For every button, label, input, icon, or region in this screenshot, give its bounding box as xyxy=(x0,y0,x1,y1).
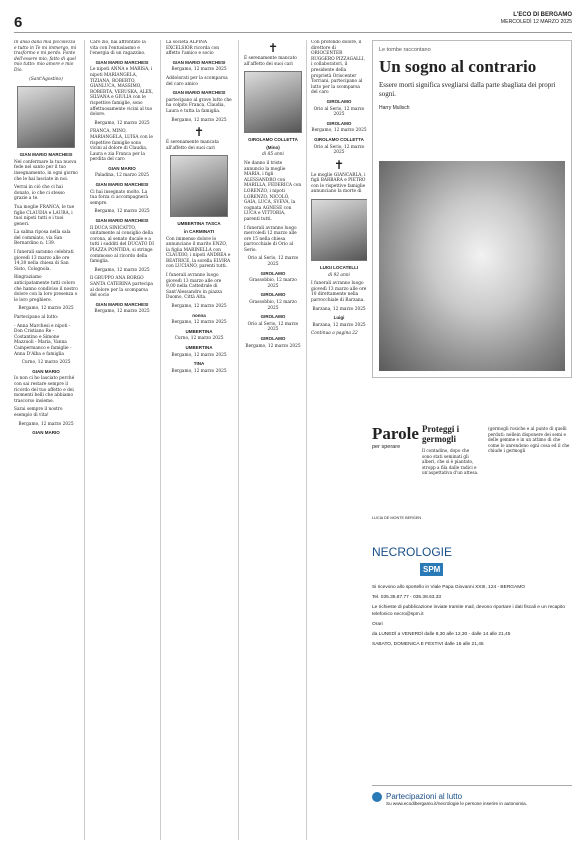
deceased-name: nonna xyxy=(192,312,206,318)
deceased-name: GIROLAMO xyxy=(326,120,352,126)
obituary-date: Paladina, 12 marzo 2025 xyxy=(94,173,150,179)
deceased-name: GIAN MARIO xyxy=(32,368,60,374)
obituary-text: Verrai in ciò che ci hai donato, io che ci stesso grazie a te. xyxy=(14,185,65,202)
obituary-date: Grassobbio, 12 marzo 2025 xyxy=(249,278,297,289)
obituary-date: Curno, 12 marzo 2025 xyxy=(174,336,224,342)
deceased-name: GIAN MARIO MARCHESI xyxy=(172,59,226,65)
obituary-text: La società ALPINA EXCELSIOR ricorda con affetto l'amico e socio xyxy=(166,40,220,57)
deceased-name: GIAN MARIO MARCHESI xyxy=(95,301,149,307)
obituary-date: Grassobbio, 12 marzo 2025 xyxy=(249,300,297,311)
obituary-text: I funerali saranno celebrati giovedì 13 marzo alle ore 14,30 nella chiesa di San Sisto, Colognola. xyxy=(14,250,74,272)
deceased-name: TINA xyxy=(193,361,205,367)
column-divider xyxy=(238,40,239,840)
necrology-phone: Tel. 035.35.87.77 - 035.38.63.33 xyxy=(372,595,442,601)
hours-weekday: da LUNEDÌ a VENERDÌ dalle 8,30 alle 12,30 - dalle 14 alle 21,45 xyxy=(372,632,511,638)
necrology-email: Le richieste di pubblicazione inviate tramite mail, devono riportare i dati fiscali e un recapito telefonico necro@spm.it xyxy=(372,605,566,617)
deceased-name: GIROLAMO xyxy=(260,314,286,320)
death-notice: È serenamente mancato all'affetto dei suoi cari xyxy=(244,56,297,67)
obituary-date: Orio al Serio, 12 marzo 2025 xyxy=(247,321,299,333)
obituary-text: Ne danno il triste annuncio la moglie MARIA, i figli ALESSANDRO con MARILLA, FEDERICA con LORENZO, i nipoti LORENZO, NICOLÒ, GAIA, LUCA, SVEVA, la cognata AGNESE con LUCA e VITTORIA, parenti tutti. xyxy=(244,160,302,222)
issue-date: MERCOLEDÌ 12 MARZO 2025 xyxy=(500,18,572,25)
words-title: Parole xyxy=(372,424,419,443)
cross-icon: ✝ xyxy=(193,125,205,140)
obituary-date: Bergamo, 12 marzo 2025 xyxy=(171,368,227,374)
deceased-name: GIAN MARIO MARCHESI xyxy=(95,182,149,188)
deceased-photo xyxy=(170,155,228,217)
deceased-name: GIROLAMO xyxy=(326,98,352,104)
deceased-name: Luigi xyxy=(333,315,345,321)
deceased-name: GIROLAMO xyxy=(260,336,286,341)
obituary-date: Bergamo, 12 marzo 2025 xyxy=(94,309,150,315)
obituary-date: Bergamo, 12 marzo 2025 xyxy=(245,343,301,349)
deceased-name: GIROLAMO COLLETTA xyxy=(314,136,364,142)
necrology-info xyxy=(372,545,572,845)
cross-icon: ✝ xyxy=(267,41,279,55)
obituary-text: La salma riposa nella sala del commiato, via San Bernardino n. 139. xyxy=(14,230,71,247)
deceased-subname: in CARMINATI xyxy=(183,228,215,234)
cross-icon: ✝ xyxy=(333,157,345,172)
info-icon xyxy=(372,792,382,802)
deceased-age: di 85 anni xyxy=(262,152,284,158)
obituary-column-1 xyxy=(14,40,78,840)
feature-author: Harry Mulisch xyxy=(379,105,410,111)
spm-logo: SPM xyxy=(420,563,443,576)
deceased-name: GIAN MARIO xyxy=(108,165,136,171)
deceased-name: LUIGI LOCATELLI xyxy=(319,265,359,271)
obituary-text: Ringraziamo anticipatamente tutti coloro che hanno condiviso il nostro dolore con la loro presenza o le loro preghiere. xyxy=(14,275,78,303)
deceased-photo xyxy=(244,71,302,133)
obituary-date: Bergamo, 12 marzo 2025 xyxy=(171,117,227,123)
obituary-text: I funerali avranno luogo giovedì 13 marzo alle ore 10 direttamente nella parrocchiale di Barzana. xyxy=(311,281,367,304)
feature-title: Un sogno al contrario xyxy=(379,57,537,76)
obituary-column-4 xyxy=(244,40,302,840)
death-notice: Le moglie GIANCARLA, i figli BARBARA e PIETRO con le rispettive famiglie annunciano la morte di xyxy=(311,172,366,195)
quote-author: (Sant'Agostino) xyxy=(29,76,63,82)
obituary-column-5 xyxy=(311,40,367,840)
masthead xyxy=(501,12,572,25)
deceased-name: GIAN MARIO MARCHESI xyxy=(19,152,73,158)
obituary-text: Io non ci ho lasciato perché con sai restare sempre il ricordo del tuo affetto e dei momenti belli che abbiamo trascorso insieme. xyxy=(14,376,75,404)
obituary-text: Caro zio, hai affrontato la vita con l'entusiasmo e l'energia di un ragazzino. xyxy=(90,40,146,57)
obituary-date: Orio al Serio, 12 marzo 2025 xyxy=(247,256,299,268)
deceased-age: di 92 anni xyxy=(328,272,350,278)
words-author: LUCIA DE MONTE BERGEN xyxy=(372,516,422,520)
obituary-text: Ci hai insegnato molto. La tua forza ci accompagnerà sempre. xyxy=(90,189,149,206)
obituary-text: Addolorati per la scomparsa del caro amico xyxy=(166,75,228,87)
feature-box xyxy=(372,40,572,378)
feature-subtitle: Essere morti significa svegliarsi dalla parte sbagliata dei propri sogni. xyxy=(379,81,556,98)
deceased-photo xyxy=(311,199,367,261)
feature-tag: Le tombe raccontano xyxy=(379,47,431,53)
participants-names: - Anna Marchesi e nipoti - Don Cristiano Re - Costantino e Simone Mazzuoli - Maria, Vanna Campermanco e famiglie - Anna D'Alba e famiglia xyxy=(14,323,72,357)
statue-photo xyxy=(379,161,565,371)
obituary-column-3 xyxy=(166,40,232,840)
obituary-date: Bergamo, 12 marzo 2025 xyxy=(171,320,227,326)
obituary-text: Con immenso dolore lo annunciano il marito ENZO, la figlia MARINELLA con CLAUDIO, i nipoti ANDREA e BEATRICE, la sorella ELVIRA con LUCIANO, parenti tutti. xyxy=(166,236,231,270)
words-subtitle: per sperare xyxy=(372,444,401,450)
deceased-name: GIAN MARIO MARCHESI xyxy=(95,59,149,65)
obituary-text: Con profondo dolore, il direttore di ORIOCENTER RUGGERO PIZZAGALLI, i collaboratori, il presidente della proprietà Oriocenter Torriani, partecipano al lutto per la scomparsa del caro xyxy=(311,40,365,96)
obituary-text: Le nipoti ANNA e MARISA, i nipoti MARIANGELA, TIZIANA, ROBERTO, GIANLUCA, MASSIMO, ROBERTA, VERUSKA, ALEX, SILVANA e GIULIA con le rispettive famiglie, sono affettuosamente vicini al tuo dolore. xyxy=(90,67,154,118)
quote-text: In ansa dalla mia piccolezza e tutto in Te mi immergo, mi trasformo e mi perdo. Fonte dell'essere mio, fatto di quel mio tutto: mio amore e mio Dio. xyxy=(14,40,77,73)
obituary-text: I funerali avranno luogo giovedì 13 marzo alle ore 9,00 nella Cattedrale di Sant'Alessandro in piazza Duomo, Città Alta. xyxy=(166,273,222,301)
obituary-text: FRANCA, MINO, MARIANGELA, LUISA con le rispettive famiglie sono vicini al dolore di Claudia, Laura e zia Franca per la perdita del caro xyxy=(90,129,153,163)
death-notice: È serenamente mancata all'affetto dei suoi cari xyxy=(166,140,219,151)
continued-footer: Continua a pagina 22 xyxy=(311,331,358,337)
words-text: (germogli rosiche e al punto di quelli perduti: nellein disponere dei semi e delle gemme e in un attimo di che come lo anrendono ogni cosa ed il che chiude i germogli xyxy=(488,426,570,453)
obituary-text: Tua moglie FRANCA, le tue figlie CLAUDIA e LAURA, i tuoi nipoti tutti e i tuoi generi. xyxy=(14,204,75,227)
deceased-name: GIROLAMO xyxy=(260,292,286,298)
obituary-date: Bergamo, 12 marzo 2025 xyxy=(171,67,227,73)
obituary-date: Bergamo, 12 marzo 2025 xyxy=(18,421,74,427)
necrology-address: Si ricevono allo sportello in Viale Papa Giovanni XXIII, 124 - BERGAMO xyxy=(372,585,525,590)
obituary-date: Bergamo, 12 marzo 2025 xyxy=(171,304,227,310)
words-box xyxy=(372,424,572,536)
obituary-date: Curno, 12 marzo 2025 xyxy=(21,360,71,366)
obituary-date: Bergamo, 12 marzo 2025 xyxy=(18,306,74,312)
obituary-date: Barzana, 12 marzo 2025 xyxy=(312,322,366,328)
words-text: Il contadino, dopo che sono stati seminati gli alberi, che si è piantato, stropp a fila dalle radici e un'aspettativa d'un attesa. xyxy=(422,448,479,475)
column-divider xyxy=(84,40,85,840)
obituary-date: Bergamo, 12 marzo 2025 xyxy=(171,352,227,358)
deceased-name: GIAN MARIO MARCHESI xyxy=(95,218,149,224)
page-header xyxy=(14,12,572,33)
participation-link[interactable]: Su www.ecodibergamo.it/necrologie le persone inserire in autonomia. xyxy=(386,801,527,806)
obituary-text: I funerali avranno luogo mercoledì 12 marzo alle ore 15 nella chiesa parrocchiale di Orio al Serio. xyxy=(244,225,297,253)
participation-box xyxy=(372,785,572,814)
participation-title: Partecipazioni al lutto xyxy=(386,792,463,801)
obituary-column-2 xyxy=(90,40,154,840)
deceased-name: UMBERTINA xyxy=(185,345,213,350)
deceased-photo xyxy=(17,86,75,148)
obituary-date: Bergamo, 12 marzo 2025 xyxy=(94,209,150,215)
obituary-text: Nel confermare la tua nuova fede nel santo per il tuo insegnamento, in ogni giorno che le hai lasciate in noi. xyxy=(14,159,78,182)
page-number: 6 xyxy=(14,14,23,31)
column-divider xyxy=(306,40,307,840)
deceased-name: GIAN MARIO MARCHESI xyxy=(172,90,226,96)
deceased-name: GIAN MARIO xyxy=(32,430,60,436)
deceased-subname: (Mino) xyxy=(266,144,280,150)
participants-label: Partecipano al lutto: xyxy=(14,315,59,320)
obituary-date: Orio al Serio, 12 marzo 2025 xyxy=(313,144,365,156)
obituary-text: partecipano al grave lutto che ha colpito Franca, Claudia, Laura e tutta la famiglia. xyxy=(166,97,232,114)
obituary-date: Orio al Serio, 12 marzo 2025 xyxy=(313,106,365,118)
obituary-date: Bergamo, 12 marzo 2025 xyxy=(94,267,150,273)
column-divider xyxy=(160,40,161,840)
obituary-text: Il DUCA SINICATTO, unitamente al consiglio della corona, al senato ducale e a tutti i sudditi del DUCATO DI PIAZZA PONTIDA, si stringe commosso al ricordo della famiglia. xyxy=(90,225,154,265)
words-headline: Proteggi i germogli xyxy=(422,424,460,444)
necrology-title: NECROLOGIE xyxy=(372,545,453,559)
newspaper-name: L'ECO DI BERGAMO xyxy=(513,12,572,18)
obituary-text: Sarai sempre il nostro esempio di vita! xyxy=(14,407,63,418)
deceased-name: GIROLAMO COLLETTA xyxy=(248,137,298,143)
deceased-name: GIROLAMO xyxy=(260,270,286,276)
hours-label: Orari xyxy=(372,621,383,627)
obituary-date: Barzana, 12 marzo 2025 xyxy=(312,306,366,312)
deceased-name: UMBERTINA TASCA xyxy=(177,221,221,227)
obituary-date: Bergamo, 12 marzo 2025 xyxy=(311,128,367,134)
obituary-text: Il GRUPPO ANA BORGO SANTA CATERINA partecipa al dolore per la scomparsa del socio xyxy=(90,276,153,299)
obituary-date: Bergamo, 12 marzo 2025 xyxy=(94,120,150,126)
deceased-name: UMBERTINA xyxy=(185,328,213,334)
hours-weekend: SABATO, DOMENICA E FESTIVI dalle 16 alle 21,45 xyxy=(372,642,484,648)
